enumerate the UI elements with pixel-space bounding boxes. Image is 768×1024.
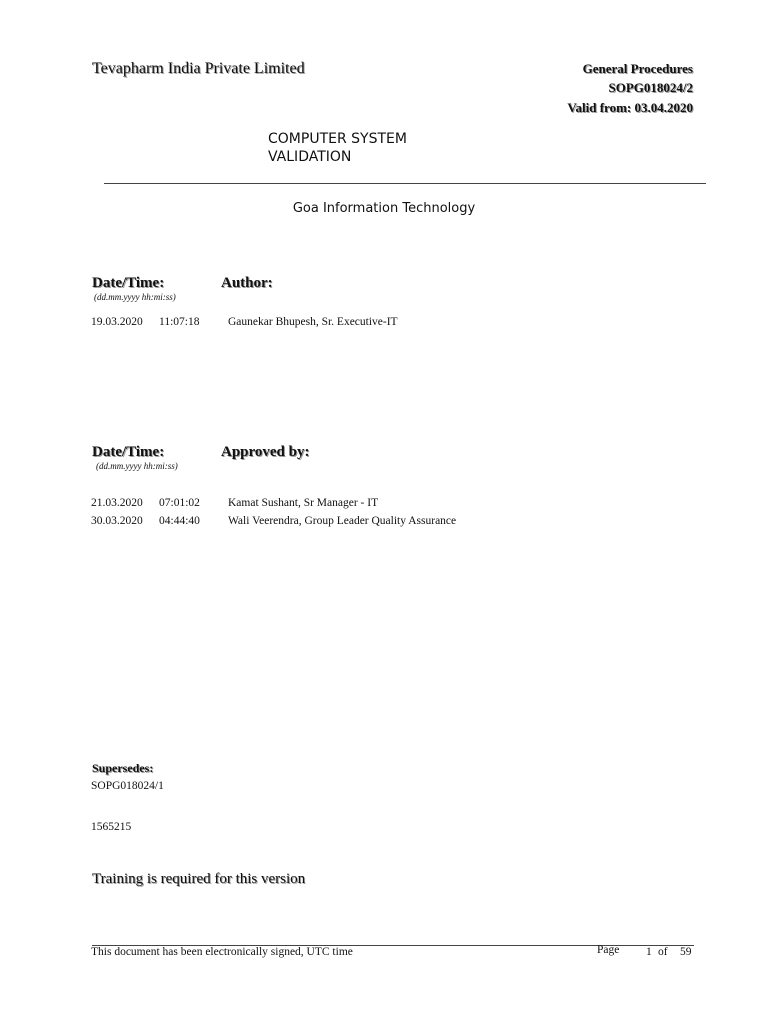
approval-row-2-person: Wali Veerendra, Group Leader Quality Assurance [228, 515, 457, 527]
reference-number: 1565215 [91, 821, 132, 833]
author-row-date: 19.03.2020 [91, 316, 143, 328]
approval-row-2-date: 30.03.2020 [91, 515, 143, 527]
supersedes-label: Supersedes: [92, 761, 154, 775]
approval-row-1-date: 21.03.2020 [91, 497, 143, 509]
document-title-line-1: COMPUTER SYSTEM [268, 131, 407, 147]
approval-row-1-time: 07:01:02 [159, 497, 200, 509]
electronic-signature-note: This document has been electronically signed, UTC time [91, 946, 353, 958]
department-name: Goa Information Technology [292, 201, 476, 216]
approval-datetime-label: Date/Time: [92, 444, 165, 460]
author-datetime-format: (dd.mm.yyyy hh:mi:ss) [94, 292, 176, 302]
training-notice: Training is required for this version [92, 871, 306, 887]
valid-from-date: Valid from: 03.04.2020 [567, 100, 693, 115]
author-datetime-label: Date/Time: [92, 275, 165, 291]
page-label: Page [597, 944, 620, 956]
approval-row-2-time: 04:44:40 [159, 515, 200, 527]
author-row-time: 11:07:18 [159, 316, 200, 328]
page-of-label: of [658, 946, 668, 958]
document-category: General Procedures [582, 61, 693, 76]
document-number: SOPG018024/2 [608, 80, 693, 95]
header-divider [104, 183, 706, 184]
page-current: 1 [646, 946, 652, 958]
document-title-line-2: VALIDATION [268, 149, 352, 165]
supersedes-value: SOPG018024/1 [91, 780, 164, 792]
approval-datetime-format: (dd.mm.yyyy hh:mi:ss) [96, 461, 178, 471]
author-label: Author: [221, 275, 273, 291]
approval-row-1-person: Kamat Sushant, Sr Manager - IT [228, 497, 379, 509]
approved-by-label: Approved by: [221, 444, 310, 460]
page-total: 59 [680, 946, 692, 958]
author-row-person: Gaunekar Bhupesh, Sr. Executive-IT [228, 316, 398, 328]
document-title [268, 130, 407, 166]
company-name: Tevapharm India Private Limited [92, 60, 305, 77]
